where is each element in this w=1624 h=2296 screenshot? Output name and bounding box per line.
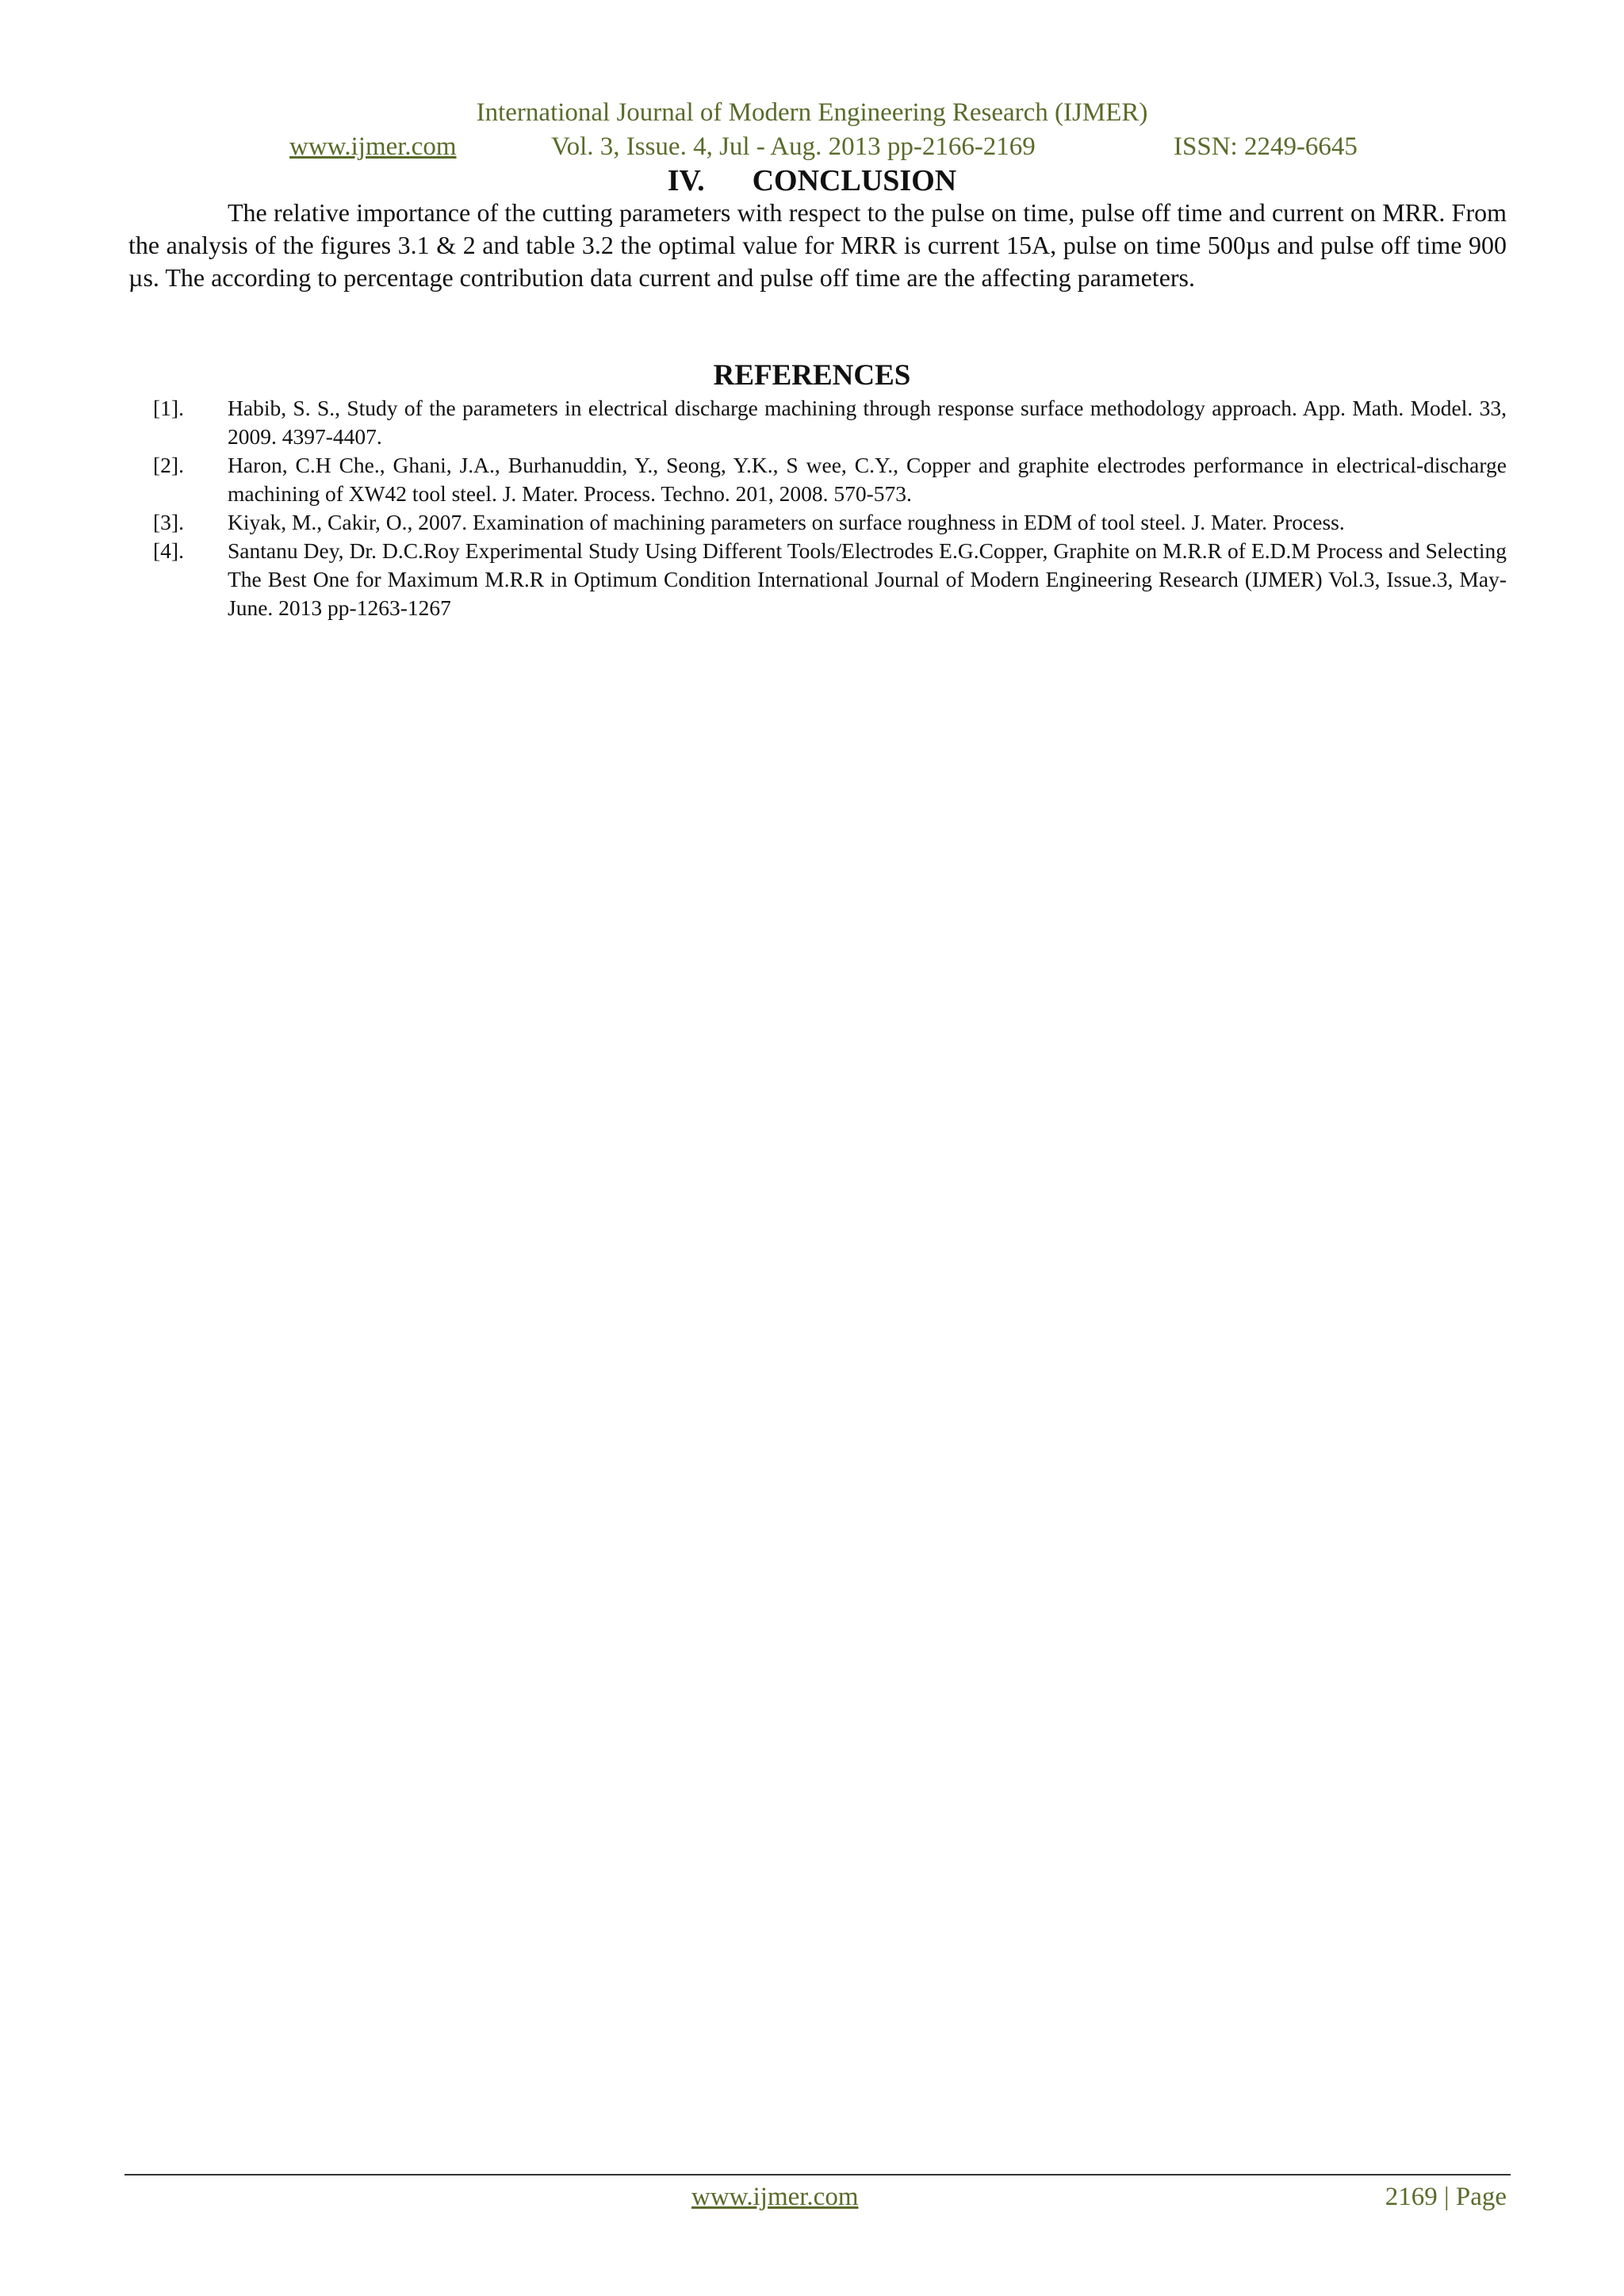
reference-item <box>153 451 1507 508</box>
reference-number: [4]. <box>153 538 184 563</box>
reference-text: Santanu Dey, Dr. D.C.Roy Experimental Study Using Different Tools/Electrodes E.G.Copper, Graphite on M.R.R of E.D.M Process and Selecting The Best One for Maximum M.R.R in Optimum Condition International Journal of Modern Engineering Research (IJMER) Vol.3, Issue.3, May-June. 2013 pp-1263-1267 <box>228 538 1507 620</box>
references-heading: REFERENCES <box>713 359 911 392</box>
reference-item <box>153 394 1507 451</box>
volume-info: Vol. 3, Issue. 4, Jul - Aug. 2013 pp-2166-2169 <box>551 132 1036 161</box>
reference-text: Kiyak, M., Cakir, O., 2007. Examination of machining parameters on surface roughness in EDM of tool steel. J. Mater. Process. <box>228 510 1345 534</box>
page-number: 2169 | Page <box>1385 2183 1507 2211</box>
section-title: CONCLUSION <box>752 164 957 197</box>
footer-divider <box>124 2174 1511 2175</box>
journal-title: International Journal of Modern Engineering Research (IJMER) <box>476 98 1148 127</box>
section-heading <box>0 163 1624 198</box>
reference-item <box>153 537 1507 622</box>
conclusion-paragraph: The relative importance of the cutting parameters with respect to the pulse on time, pulse off time and current on MRR. From the analysis of the figures 3.1 & 2 and table 3.2 the optimal value for MRR is current 15A, pulse on time 500µs and pulse off time 900 µs. The according to percentage contribution data current and pulse off time are the affecting parameters. <box>128 198 1507 292</box>
reference-number: [3]. <box>153 510 184 534</box>
reference-list <box>153 394 1507 622</box>
reference-text: Haron, C.H Che., Ghani, J.A., Burhanuddin, Y., Seong, Y.K., S wee, C.Y., Copper and graphite electrodes performance in electrical-discharge machining of XW42 tool steel. J. Mater. Process. Techno. 201, 2008. 570-573. <box>228 453 1507 506</box>
footer-journal-link[interactable]: www.ijmer.com <box>691 2183 859 2211</box>
header-journal-link[interactable]: www.ijmer.com <box>289 132 457 161</box>
reference-item <box>153 508 1507 537</box>
reference-number: [2]. <box>153 453 184 477</box>
issn: ISSN: 2249-6645 <box>1174 132 1358 161</box>
reference-text: Habib, S. S., Study of the parameters in electrical discharge machining through response surface methodology approach. App. Math. Model. 33, 2009. 4397-4407. <box>228 396 1507 449</box>
journal-meta-line <box>0 130 1624 163</box>
section-number: IV. <box>667 164 705 197</box>
reference-number: [1]. <box>153 396 184 420</box>
